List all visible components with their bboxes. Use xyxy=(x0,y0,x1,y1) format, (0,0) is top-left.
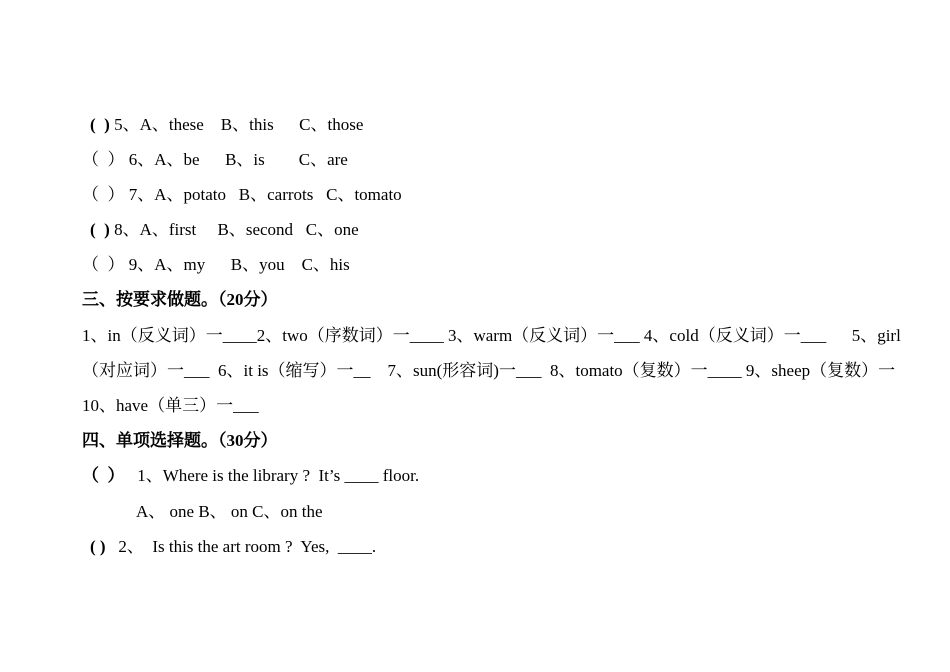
section3-line-3-text: 10、have（单三）一___ xyxy=(82,396,259,415)
question-text: 1、Where is the library ? It’s ____ floor. xyxy=(128,466,420,485)
answer-paren: ( ) xyxy=(90,115,110,134)
section3-heading: 三、按要求做题。（20分） xyxy=(82,290,278,309)
answer-paren: （ ） xyxy=(82,255,125,274)
question-1 xyxy=(82,466,419,486)
choice-item-7 xyxy=(82,185,402,205)
choice-text: 9、A、my B、you C、his xyxy=(128,255,350,274)
section3-line-2 xyxy=(82,361,895,381)
section3-line-2-text: （对应词）一___ 6、it is（缩写）一__ 7、sun(形容词)一___ 8、tomato（复数）一____ 9、sheep（复数）一 xyxy=(82,361,896,380)
choice-item-8 xyxy=(90,220,359,240)
section3-line-1 xyxy=(82,326,901,346)
answer-paren: （ ） xyxy=(82,466,125,485)
question-text: 2、 Is this the art room ? Yes, ____. xyxy=(109,537,377,556)
choice-text: 6、A、be B、is C、are xyxy=(128,150,348,169)
answer-paren: ( ) xyxy=(90,220,110,239)
answer-paren: （ ） xyxy=(82,185,125,204)
choice-item-6 xyxy=(82,150,348,170)
choice-item-5 xyxy=(90,115,363,135)
choice-text: 5、A、these B、this C、those xyxy=(114,115,364,134)
section3-line-1-text: 1、in（反义词）一____2、two（序数词）一____ 3、warm（反义词）一___ 4、cold（反义词）一___ 5、girl xyxy=(82,326,901,345)
question-1-options: A、 one B、 on C、on the xyxy=(136,502,323,521)
answer-paren: （ ） xyxy=(82,150,125,169)
answer-paren: ( ) xyxy=(90,537,106,556)
choice-text: 8、A、first B、second C、one xyxy=(114,220,359,239)
choice-item-9 xyxy=(82,255,350,275)
section4-heading: 四、单项选择题。（30分） xyxy=(82,431,278,450)
question-2 xyxy=(90,537,376,557)
section3-line-3 xyxy=(82,396,259,416)
choice-text: 7、A、potato B、carrots C、tomato xyxy=(128,185,402,204)
